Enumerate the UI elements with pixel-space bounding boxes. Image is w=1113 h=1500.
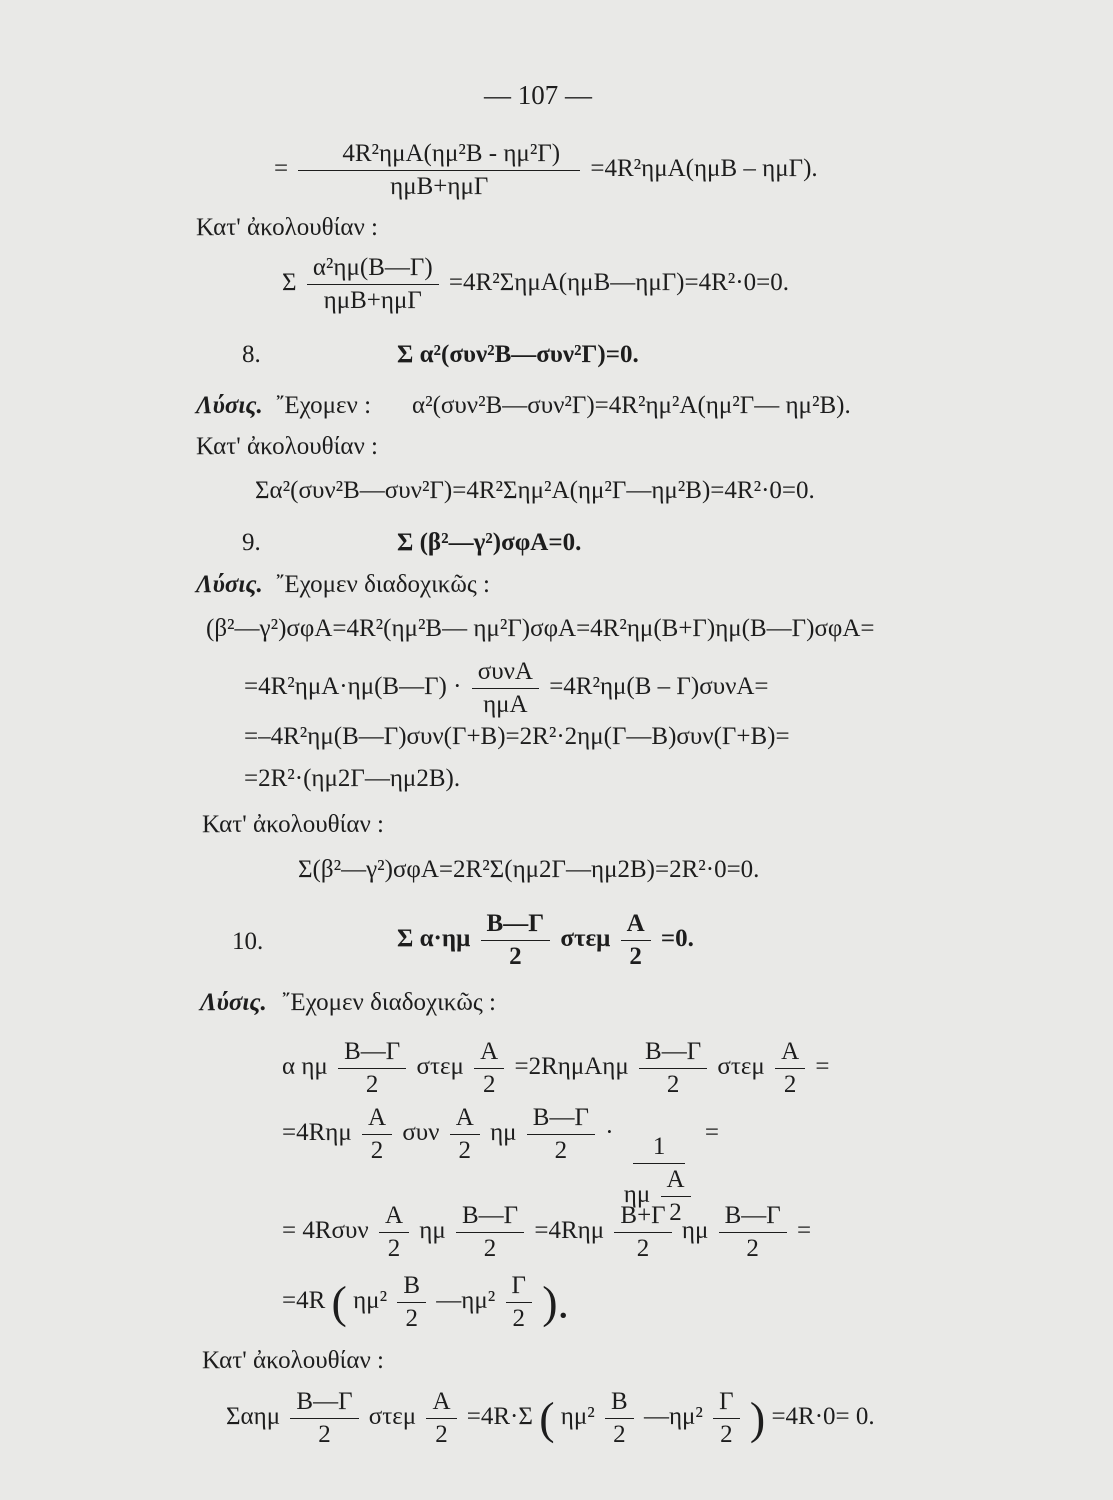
problem-10-line-2: =4Rημ $\frac{A}{2}$ συν $\frac{A}{2}$ ημ $\frac{B—\Gamma}{2}$ · 1 ημ $\frac{A}{2}$ = xyxy=(282,1104,719,1227)
problem-9-line-3: =–4R²ημ(B—Γ)συν(Γ+B)=2R²·2ημ(Γ—B)συν(Γ+B)= xyxy=(244,723,790,750)
fraction: $\frac{B—\Gamma}{2}$ xyxy=(456,1202,524,1263)
fraction: $\frac{\Gamma}{2}$ xyxy=(506,1272,532,1333)
fraction: $\frac{B—\Gamma}{2}$ xyxy=(338,1038,406,1099)
page-number: — 107 — xyxy=(484,80,592,110)
fraction: $\frac{A}{2}$ xyxy=(426,1388,456,1449)
fraction: $\frac{A}{2}$ xyxy=(450,1104,480,1165)
consequently-label: Κατ' ἀκολουθίαν : xyxy=(202,1347,384,1374)
we-have-successively-label: ῎Εχομεν διαδοχικῶς : xyxy=(282,989,496,1016)
solution-label: Λύσις. xyxy=(196,571,263,598)
fraction: $\frac{B+\Gamma}{2}$ xyxy=(614,1202,671,1263)
equation-line-2: Σ $\frac{\text{α²ημ(B—Γ)}}{\text{ημB+ημΓ}}$ =4R²ΣημA(ημB—ημΓ)=4R²·0=0. xyxy=(282,254,789,314)
fraction: $\frac{\text{4R²ημA(ημ²B - ημ²Γ)}}{\text{ημB+ημΓ}}$ xyxy=(298,140,580,201)
fraction: $\frac{B}{2}$ xyxy=(605,1388,634,1449)
problem-9-number: 9. xyxy=(242,529,261,556)
compound-fraction: 1 ημ $\frac{A}{2}$ xyxy=(624,1133,695,1227)
problem-8-equation: α²(συν²B—συν²Γ)=4R²ημ²A(ημ²Γ— ημ²B). xyxy=(412,392,851,419)
consequently-label: Κατ' ἀκολουθίαν : xyxy=(196,433,378,460)
fraction: $\frac{A}{2}$ xyxy=(621,910,651,971)
fraction: $\frac{B—\Gamma}{2}$ xyxy=(527,1104,595,1165)
we-have-label: ῎Εχομεν : xyxy=(276,392,372,419)
problem-9-line-1: (β²—γ²)σφA=4R²(ημ²B— ημ²Γ)σφA=4R²ημ(B+Γ)ημ(B—Γ)σφA= xyxy=(206,615,875,642)
fraction: $\frac{B—\Gamma}{2}$ xyxy=(639,1038,707,1099)
fraction: $\frac{A}{2}$ xyxy=(474,1038,504,1099)
consequently-label: Κατ' ἀκολουθίαν : xyxy=(202,811,384,838)
fraction: $\frac{A}{2}$ xyxy=(775,1038,805,1099)
problem-9-line-4: =2R²·(ημ2Γ—ημ2B). xyxy=(244,765,461,792)
problem-10-number: 10. xyxy=(232,928,264,955)
problem-8-sum: Σα²(συν²B—συν²Γ)=4R²Σημ²A(ημ²Γ—ημ²B)=4R²·0=0. xyxy=(255,477,815,504)
problem-10-line-3: = 4Rσυν $\frac{A}{2}$ ημ $\frac{B—\Gamma}{2}$ =4Rημ $\frac{B+\Gamma}{2}$ ημ $\frac{B—\Gamma}{2}$ = xyxy=(282,1202,812,1262)
fraction: $\frac{B—\Gamma}{2}$ xyxy=(719,1202,787,1263)
fraction: $\frac{\Gamma}{2}$ xyxy=(713,1388,739,1449)
fraction: $\frac{A}{2}$ xyxy=(379,1202,409,1263)
fraction: $\frac{B—\Gamma}{2}$ xyxy=(290,1388,358,1449)
we-have-successively-label: ῎Εχομεν διαδοχικῶς : xyxy=(276,571,490,598)
problem-9-sum: Σ(β²—γ²)σφA=2R²Σ(ημ2Γ—ημ2B)=2R²·0=0. xyxy=(298,856,760,883)
equation-line-1: = $\frac{\text{4R²ημA(ημ²B - ημ²Γ)}}{\text{ημB+ημΓ}}$ =4R²ημA(ημB – ημΓ). xyxy=(274,140,818,200)
problem-10-statement: Σ α·ημ $\frac{B—\Gamma}{2}$ στεμ $\frac{A}{2}$ =0. xyxy=(397,910,694,970)
fraction: $\frac{A}{2}$ xyxy=(661,1166,691,1227)
problem-10-line-4: =4R ( ημ² $\frac{B}{2}$ —ημ² $\frac{\Gamma}{2}$ ). xyxy=(282,1272,570,1332)
problem-10-sum: Σαημ $\frac{B—\Gamma}{2}$ στεμ $\frac{A}{2}$ =4R·Σ ( ημ² $\frac{B}{2}$ —ημ² $\frac{\Gamma}{2}$ ) =4R·0= 0. xyxy=(226,1388,875,1448)
fraction: $\frac{B—\Gamma}{2}$ xyxy=(481,910,551,971)
problem-8-number: 8. xyxy=(242,341,261,368)
fraction: $\frac{\text{α²ημ(B—Γ)}}{\text{ημB+ημΓ}}$ xyxy=(307,254,439,315)
solution-label: Λύσις. xyxy=(200,989,267,1016)
consequently-label: Κατ' ἀκολουθίαν : xyxy=(196,214,378,241)
problem-8-statement: Σ α²(συν²B—συν²Γ)=0. xyxy=(397,341,639,368)
problem-10-line-1: α ημ $\frac{B—\Gamma}{2}$ στεμ $\frac{A}{2}$ =2RημAημ $\frac{B—\Gamma}{2}$ στεμ $\frac{A}{2}$ = xyxy=(282,1038,830,1098)
fraction: $\frac{B}{2}$ xyxy=(397,1272,426,1333)
solution-label: Λύσις. xyxy=(196,392,263,419)
problem-9-line-2: =4R²ημA·ημ(B—Γ) · $\frac{\text{συνA}}{\text{ημA}}$ =4R²ημ(B – Γ)συνA= xyxy=(244,658,769,718)
fraction: $\frac{\text{συνA}}{\text{ημA}}$ xyxy=(472,658,539,719)
fraction: $\frac{A}{2}$ xyxy=(362,1104,392,1165)
problem-9-statement: Σ (β²—γ²)σφA=0. xyxy=(397,529,582,556)
